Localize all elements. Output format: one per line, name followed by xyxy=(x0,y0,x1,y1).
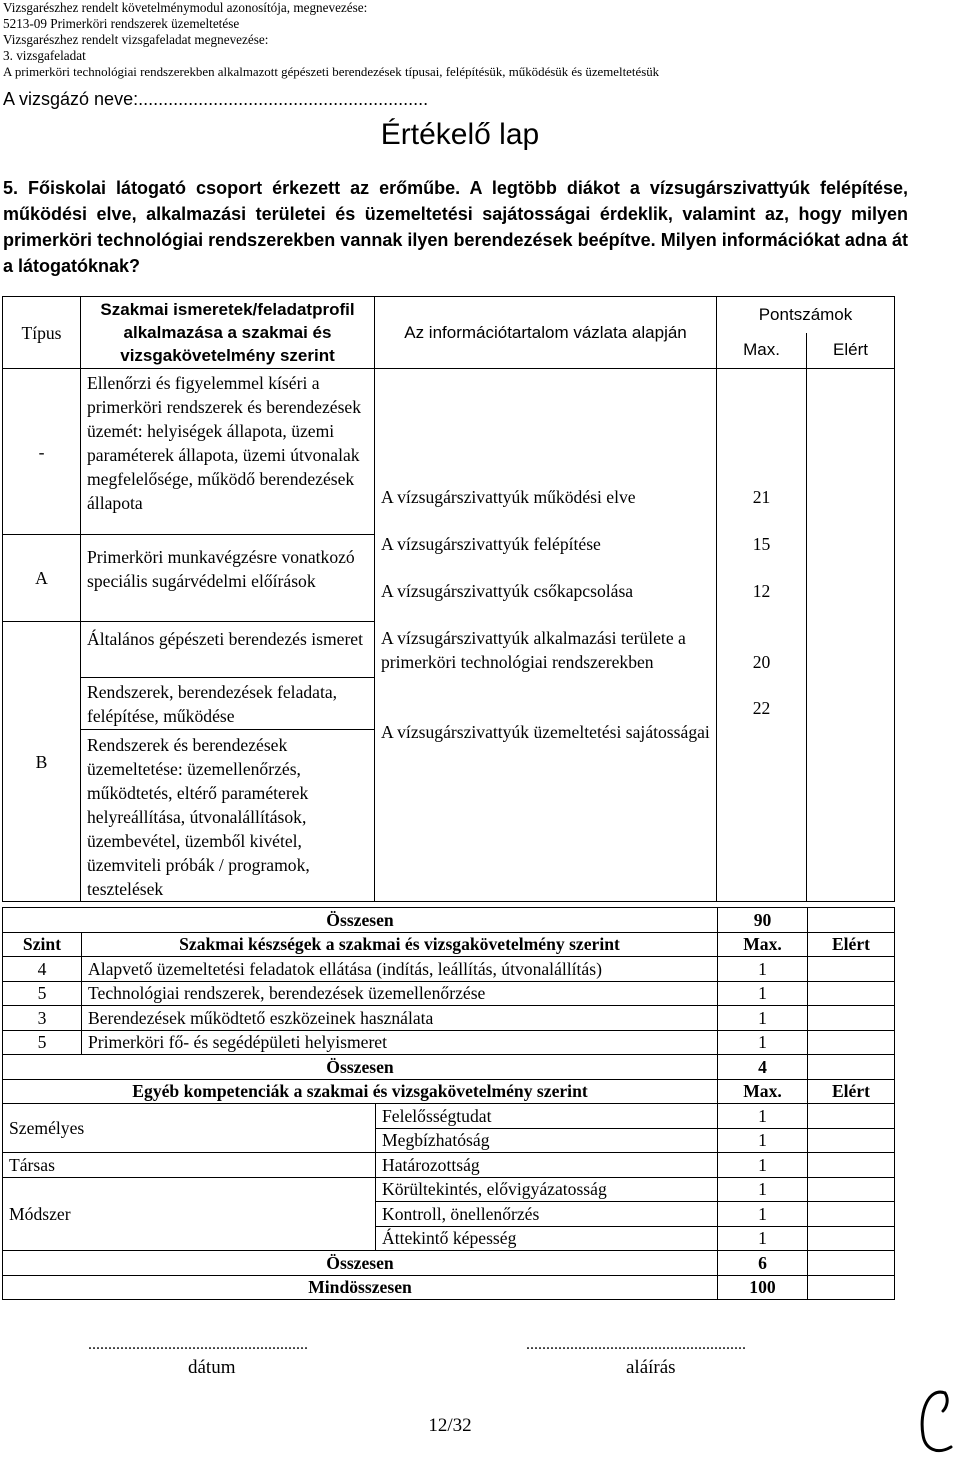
head-type: Típus xyxy=(3,297,81,369)
skill-text: Technológiai rendszerek, berendezések üzemellenőrzése xyxy=(82,981,718,1006)
knowledge-total-achieved[interactable] xyxy=(808,908,895,933)
profile-item: Rendszerek és berendezések üzemeltetése: üzemellenőrzés, működtetés, eltérő paraméterek helyreállítása, útvonalállítások, üzembevétel, üzemből kivétel, üzemviteli próbák / programok, tesztelések xyxy=(81,730,375,902)
skills-total-value: 4 xyxy=(718,1055,808,1080)
question-text: 5. Főiskolai látogató csoport érkezett az erőműbe. A legtöbb diákot a vízsugárszivattyúk felépítése, működési elve, alkalmazási területei és üzemeltetési sajátosságai érdeklik, valamint az, hogy milyen primerköri technológiai rendszerekben vannak ilyen berendezések beépítve. Milyen információkat adna át a látogatóknak? xyxy=(3,178,908,276)
skill-level: 5 xyxy=(3,1030,82,1055)
type-a: A xyxy=(3,535,81,622)
max-value: 15 xyxy=(752,534,771,554)
profile-item: Ellenőrzi és figyelemmel kíséri a primerköri rendszerek és berendezések üzemét: helyiségek állapota, üzemi paraméterek állapota, üzemi útvonalak megfelelősége, működő berendezések állapota xyxy=(81,369,375,535)
max-value: 21 xyxy=(752,487,771,507)
competence-text: Határozottság xyxy=(376,1153,718,1178)
skills-head-title: Szakmai készségek a szakmai és vizsgakövetelmény szerint xyxy=(82,932,718,957)
skill-level: 4 xyxy=(3,957,82,982)
competence-achieved[interactable] xyxy=(808,1128,895,1153)
outline-item: A vízsugárszivattyúk felépítése xyxy=(381,534,601,554)
competence-max: 1 xyxy=(718,1226,808,1251)
header-task-name: A primerköri technológiai rendszerekben alkalmazott gépészeti berendezések típusai, felépítésük, működésük és üzemeltetésük xyxy=(3,65,660,79)
grand-total-achieved[interactable] xyxy=(808,1275,895,1300)
skills-head-level: Szint xyxy=(3,932,82,957)
signature-line[interactable]: ....................................................... xyxy=(526,1336,746,1353)
skill-achieved[interactable] xyxy=(808,1006,895,1031)
skill-achieved[interactable] xyxy=(808,957,895,982)
handwritten-initial xyxy=(915,1385,957,1460)
skill-text: Primerköri fő- és segédépületi helyismeret xyxy=(82,1030,718,1055)
date-line[interactable]: ....................................................... xyxy=(88,1336,308,1353)
outline-item: A vízsugárszivattyúk üzemeltetési sajátosságai xyxy=(381,722,710,742)
competence-text: Kontroll, önellenőrzés xyxy=(376,1202,718,1227)
knowledge-table xyxy=(2,296,895,902)
skill-max: 1 xyxy=(718,1030,808,1055)
competence-max: 1 xyxy=(718,1177,808,1202)
skill-max: 1 xyxy=(718,1006,808,1031)
competence-achieved[interactable] xyxy=(808,1226,895,1251)
competence-text: Áttekintő képesség xyxy=(376,1226,718,1251)
header-module-name: 5213-09 Primerköri rendszerek üzemeltetése xyxy=(3,16,240,31)
group-personal: Személyes xyxy=(3,1104,376,1153)
competence-total-label: Összesen xyxy=(3,1251,718,1276)
grand-total-label: Mindösszesen xyxy=(3,1275,718,1300)
skill-max: 1 xyxy=(718,957,808,982)
head-profile: Szakmai ismeretek/feladatprofil alkalmazása a szakmai és vizsgakövetelmény szerint xyxy=(81,297,375,369)
head-max: Max. xyxy=(717,333,807,369)
signature-label: aláírás xyxy=(626,1357,676,1378)
competence-achieved[interactable] xyxy=(808,1177,895,1202)
skill-achieved[interactable] xyxy=(808,981,895,1006)
grand-total-value: 100 xyxy=(718,1275,808,1300)
competence-text: Megbízhatóság xyxy=(376,1128,718,1153)
page-number: 12/32 xyxy=(428,1415,472,1436)
competence-max: 1 xyxy=(718,1153,808,1178)
header-module-label: Vizsgarészhez rendelt követelménymodul azonosítója, megnevezése: xyxy=(3,0,368,15)
skill-level: 3 xyxy=(3,1006,82,1031)
competence-text: Felelősségtudat xyxy=(376,1104,718,1129)
group-social: Társas xyxy=(3,1153,376,1178)
outline-item: A vízsugárszivattyúk működési elve xyxy=(381,487,636,507)
head-outline: Az információtartalom vázlata alapján xyxy=(375,297,717,369)
skill-text: Alapvető üzemeltetési feladatok ellátása (indítás, leállítás, útvonalállítás) xyxy=(82,957,718,982)
achieved-cell[interactable] xyxy=(807,369,895,902)
competence-achieved[interactable] xyxy=(808,1153,895,1178)
competence-max: 1 xyxy=(718,1128,808,1153)
competence-max: 1 xyxy=(718,1202,808,1227)
date-label: dátum xyxy=(188,1357,236,1378)
skill-achieved[interactable] xyxy=(808,1030,895,1055)
competence-head-achieved: Elért xyxy=(808,1079,895,1104)
skill-text: Berendezések működtető eszközeinek használata xyxy=(82,1006,718,1031)
competence-text: Körültekintés, elővigyázatosság xyxy=(376,1177,718,1202)
knowledge-total-label: Összesen xyxy=(3,908,718,933)
page-title: Értékelő lap xyxy=(380,118,540,151)
head-points: Pontszámok xyxy=(717,297,895,333)
competence-achieved[interactable] xyxy=(808,1104,895,1129)
knowledge-total-value: 90 xyxy=(718,908,808,933)
group-method: Módszer xyxy=(3,1177,376,1251)
skills-total-label: Összesen xyxy=(3,1055,718,1080)
candidate-name-field[interactable]: A vizsgázó neve:.......................................................... xyxy=(3,89,429,109)
outline-cell xyxy=(375,369,717,902)
competence-head-max: Max. xyxy=(718,1079,808,1104)
competence-max: 1 xyxy=(718,1104,808,1129)
type-b: B xyxy=(3,622,81,902)
max-value: 12 xyxy=(752,581,771,601)
header-task-label: Vizsgarészhez rendelt vizsgafeladat megnevezése: xyxy=(3,32,269,47)
skill-level: 5 xyxy=(3,981,82,1006)
head-achieved: Elért xyxy=(807,333,895,369)
max-value: 22 xyxy=(752,698,771,718)
max-value: 20 xyxy=(752,652,771,672)
skills-total-achieved[interactable] xyxy=(808,1055,895,1080)
header-task-number: 3. vizsgafeladat xyxy=(3,48,86,63)
max-cell xyxy=(717,369,807,902)
skills-head-achieved: Elért xyxy=(808,932,895,957)
competence-achieved[interactable] xyxy=(808,1202,895,1227)
competence-head-title: Egyéb kompetenciák a szakmai és vizsgakövetelmény szerint xyxy=(3,1079,718,1104)
outline-item: A vízsugárszivattyúk csőkapcsolása xyxy=(381,581,634,601)
skills-head-max: Max. xyxy=(718,932,808,957)
summary-table xyxy=(2,907,895,1300)
skill-max: 1 xyxy=(718,981,808,1006)
outline-item: A vízsugárszivattyúk alkalmazási területe a primerköri technológiai rendszerekben xyxy=(381,628,686,672)
profile-item: Primerköri munkavégzésre vonatkozó speciális sugárvédelmi előírások xyxy=(81,535,375,622)
competence-total-value: 6 xyxy=(718,1251,808,1276)
competence-total-achieved[interactable] xyxy=(808,1251,895,1276)
profile-item: Rendszerek, berendezések feladata, felépítése, működése xyxy=(81,678,375,730)
type-dash: - xyxy=(3,369,81,535)
profile-item: Általános gépészeti berendezés ismeret xyxy=(81,622,375,678)
